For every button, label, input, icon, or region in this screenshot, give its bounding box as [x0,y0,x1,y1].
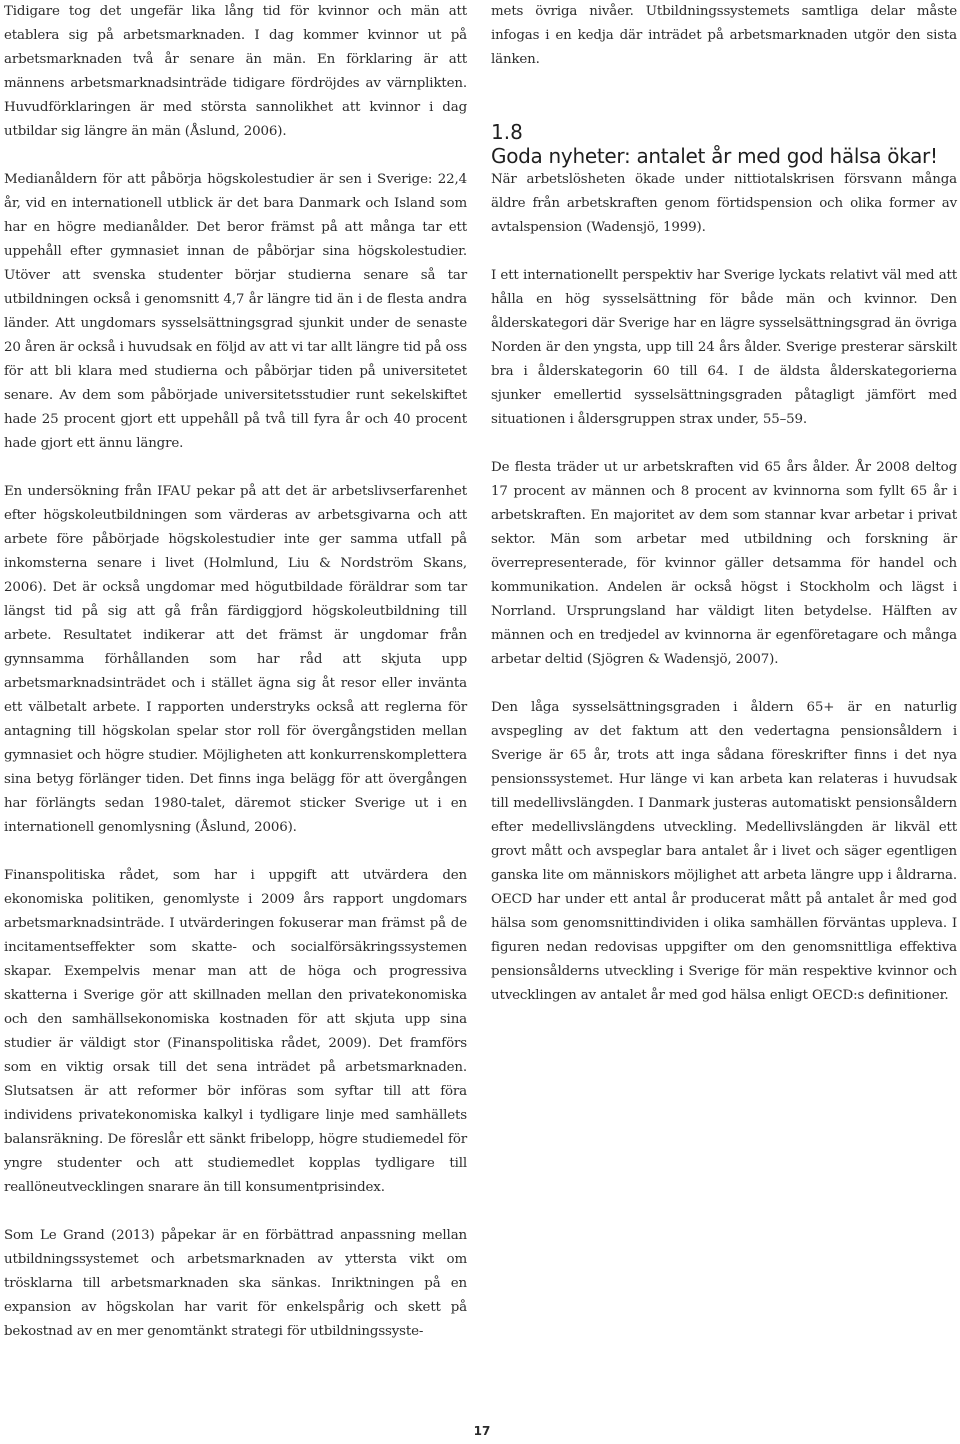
body-paragraph: mets övriga nivåer. Utbildningssystemets samtliga delar måste infogas i en kedja där inträdet på arbetsmarknaden utgör den sista länken. [491,4,957,67]
body-paragraph: En undersökning från IFAU pekar på att det är arbetslivserfarenhet efter högskoleutbildningen som värderas av arbetsgivarna och att arbete före påbörjade högskolestudier inte ger samma utfall på inkomsterna senare i livet (Holmlund, Liu & Nordström Skans, 2006). Det är också ungdomar med högutbildade föräldrar som tar längst tid på sig att gå från färdiggjord högskoleutbildning till arbete. Resultatet indikerar att det främst är ungdomar från gynnsamma förhållanden som har råd att skjuta upp arbetsmarknadsinträdet och i stället ägna sig åt resor eller inväntа ett välbetalt arbete. I rapporten understryks också att reglerna för antagning till högskolan spelar stor roll för övergångstiden mellan gymnasiet och högre studier. Möjligheten att konkurrenskomplettera sina betyg förlänger tiden. Det finns inga belägg för att övergången har förlängts sedan 1980-talet, däremot sticker Sverige ut i en internationell genomlysning (Åslund, 2006). [4,484,467,835]
body-paragraph: Den låga sysselsättningsgraden i åldern 65+ är en naturlig avspegling av det faktum att den vedertagna pensionsåldern i Sverige är 65 år, trots att inga sådana föreskrifter finns i det nya pensionssystemet. Hur länge vi kan arbeta kan relateras i huvudsak till medellivslängden. I Danmark justeras automatiskt pensionsåldern efter medellivslängdens utveckling. Medellivslängden är likväl ett grovt mått och avspeglar bara antalet år i livet och säger egentligen ganska lite om människors möjlighet att arbeta längre upp i åldrarna. OECD har under ett antal år producerat mått på antalet år med god hälsa som genomsnittindividen i olika samhällen förväntas uppleva. I figuren nedan redovisas uppgifter om den genomsnittliga effektiva pensionsålderns utveckling i Sverige för män respektive kvinnor och utvecklingen av antalet år med god hälsa enligt OECD:s definitioner. [491,700,957,1003]
right-column [491,0,957,1008]
body-paragraph: Medianåldern för att påbörja högskolestudier är sen i Sverige: 22,4 år, vid en internationell utblick är det bara Danmark och Island som har en högre medianålder. Det beror främst på att många tar ett uppehåll efter gymnasiet innan de påbörjar sina högskolestudier. Utöver att svenska studenter börjar studierna senare så tar utbildningen också i genomsnitt 4,7 år längre tid än i de flesta andra länder. Att ungdomars sysselsättningsgrad sjunkit under de senaste 20 åren är också i huvudsak en följd av att vi tar allt längre tid på oss för att bli klara med studierna och påbörjar tiden på universitetet senare. Av dem som påbörjade universitetsstudier runt sekelskiftet hade 25 procent gjort ett uppehåll på två till fyra år och 40 procent hade gjort ett ännu längre. [4,172,467,451]
section-heading: Goda nyheter: antalet år med god hälsa ökar! [491,144,938,168]
body-paragraph: Tidigare tog det ungefär lika lång tid för kvinnor och män att etablera sig på arbetsmarknaden. I dag kommer kvinnor ut på arbetsmarknaden två år senare än män. En förklaring är att männens arbetsmarknadsinträde tidigare fördröjdes av värnplikten. Huvudförklaringen är med största sannolikhet att kvinnor i dag utbildar sig längre än män (Åslund, 2006). [4,4,467,139]
body-paragraph: När arbetslösheten ökade under nittiotalskrisen försvann många äldre från arbetskraften genom förtidspension och olika former av avtalspension (Wadensjö, 1999). [491,172,957,235]
body-paragraph: De flesta träder ut ur arbetskraften vid 65 års ålder. År 2008 deltog 17 procent av männen och 8 procent av kvinnorna som fyllt 65 år i arbetskraften. En majoritet av dem som stannar kvar arbetar i privat sektor. Män som arbetar med utbildning och forskning är överrepresenterade, för kvinnor gäller detsamma för handel och kommunikation. Andelen är också högst i Stockholm och lägst i Norrland. Ursprungsland har väldigt liten betydelse. Hälften av männen och en tredjedel av kvinnorna är egenföretagare och många arbetar deltid (Sjögren & Wadensjö, 2007). [491,460,957,667]
left-column [4,0,467,1344]
body-paragraph: Som Le Grand (2013) påpekar är en förbättrad anpassning mellan utbildningssystemet och arbetsmarknaden av yttersta vikt om trösklarna till arbetsmarknaden ska sänkas. Inriktningen på en expansion av högskolan har varit för enkelspårig och skett på bekostnad av en mer genomtänkt strategi för utbildningssyste- [4,1228,467,1339]
page-number: 17 [473,1424,491,1438]
section-number: 1.8 [491,120,523,144]
body-paragraph: Finanspolitiska rådet, som har i uppgift att utvärdera den ekonomiska politiken, genomlyste i 2009 års rapport ungdomars arbetsmarknadsinträde. I utvärderingen fokuserar man främst på de incitamentseffekter som skatte- och socialförsäkringssystemen skapar. Exempelvis menar man att de höga och progressiva skatterna i Sverige gör att skillnaden mellan den privatekonomiska och den samhällsekonomiska kostnaden för att skjuta upp sina studier är väldigt stor (Finanspolitiska rådet, 2009). Det framförs som en viktig orsak till det sena inträdet på arbetsmarknaden. Slutsatsen är att reformer bör införas som syftar till att föra individens privatekonomiska kalkyl i tydligare linje med samhällets balansräkning. De föreslår ett sänkt fribelopp, högre studiemedel för yngre studenter och att studiemedlet kopplas tydligare till reallöneutvecklingen snarare än till konsumentprisindex. [4,868,467,1195]
body-paragraph: I ett internationellt perspektiv har Sverige lyckats relativt väl med att hålla en hög sysselsättning för både män och kvinnor. Den ålderskategori där Sverige har en lägre sysselsättningsgrad än övriga Norden är den yngsta, upp till 24 års ålder. Sverige presterar särskilt bra i ålderskategorin 60 till 64. I de äldsta ålderskategorierna sjunker emellertid sysselsättningsgraden påtagligt jämfört med situationen i åldersgruppen strax under, 55–59. [491,268,957,427]
